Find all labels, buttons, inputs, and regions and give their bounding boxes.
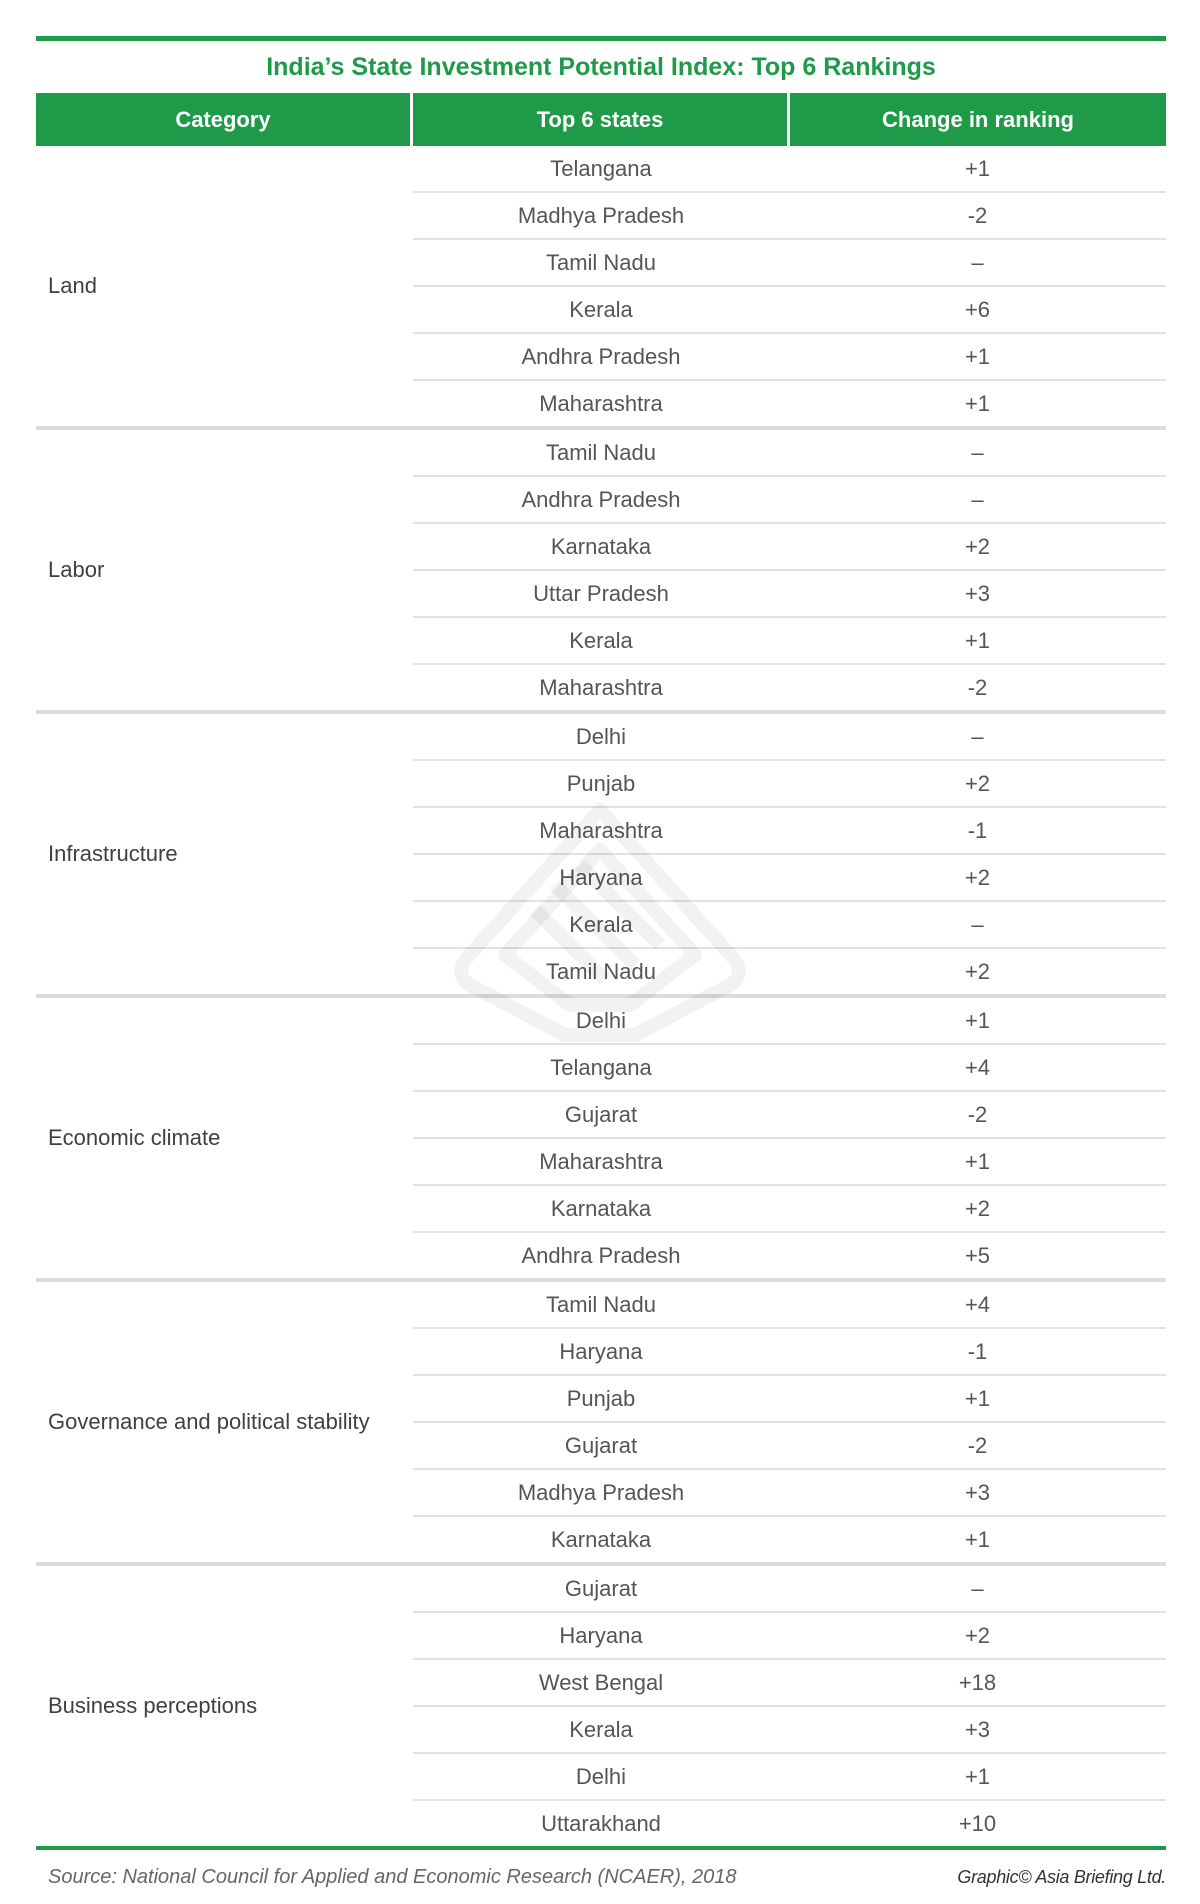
table-body	[36, 146, 1166, 1846]
ranking-change: +1	[964, 343, 991, 369]
state-name: Telangana	[550, 1054, 652, 1080]
state-name: Kerala	[569, 911, 633, 937]
table-row	[413, 663, 1166, 710]
state-name: Kerala	[569, 1716, 633, 1742]
category-group	[36, 1278, 1166, 1562]
state-name: Haryana	[559, 1338, 643, 1364]
table-row	[413, 1231, 1166, 1278]
state-name: Karnataka	[550, 533, 652, 559]
ranking-change: +3	[964, 580, 991, 606]
ranking-change: +1	[964, 155, 991, 181]
table-row	[413, 1566, 1166, 1611]
graphic-credit: Graphic© Asia Briefing Ltd.	[957, 1866, 1166, 1887]
category-label: Land	[48, 273, 97, 298]
state-name: Gujarat	[564, 1432, 638, 1458]
table-row	[413, 1799, 1166, 1846]
state-name: Kerala	[569, 627, 633, 653]
state-name: West Bengal	[538, 1669, 664, 1695]
table-row	[413, 1374, 1166, 1421]
state-name: Gujarat	[564, 1575, 638, 1601]
table-row	[413, 332, 1166, 379]
state-name: Delhi	[575, 1763, 627, 1789]
state-name: Madhya Pradesh	[517, 1479, 685, 1505]
table-row	[413, 1043, 1166, 1090]
category-label: Economic climate	[48, 1125, 221, 1150]
header-change-in-ranking: Change in ranking	[790, 93, 1166, 146]
ranking-change: -2	[967, 674, 988, 700]
category-group	[36, 146, 1166, 426]
state-name: Karnataka	[550, 1195, 652, 1221]
state-name: Tamil Nadu	[545, 1291, 657, 1317]
table-row	[413, 1752, 1166, 1799]
state-name: Telangana	[550, 155, 652, 181]
table-row	[413, 1137, 1166, 1184]
ranking-change: –	[971, 723, 984, 749]
state-name: Andhra Pradesh	[521, 1242, 681, 1268]
state-rows	[413, 998, 1166, 1278]
table-row	[413, 714, 1166, 759]
category-group	[36, 1562, 1166, 1846]
table-row	[413, 1468, 1166, 1515]
table-row	[413, 475, 1166, 522]
state-name: Delhi	[575, 1007, 627, 1033]
source-note: Source: National Council for Applied and Economic Research (NCAER), 2018	[48, 1865, 737, 1888]
ranking-change: +18	[958, 1669, 997, 1695]
ranking-change: +4	[964, 1054, 991, 1080]
ranking-change: –	[971, 439, 984, 465]
table-title: India’s State Investment Potential Index: Top 6 Rankings	[266, 53, 936, 81]
ranking-change: +1	[964, 1148, 991, 1174]
state-name: Maharashtra	[539, 674, 663, 700]
state-name: Punjab	[566, 1385, 636, 1411]
state-name: Madhya Pradesh	[517, 202, 685, 228]
state-rows	[413, 1566, 1166, 1846]
table-card	[36, 36, 1166, 1904]
table-row	[413, 616, 1166, 663]
ranking-change: +2	[964, 533, 991, 559]
table-row	[413, 191, 1166, 238]
table-row	[413, 569, 1166, 616]
table-row	[413, 759, 1166, 806]
table-row	[413, 285, 1166, 332]
state-name: Maharashtra	[539, 1148, 663, 1174]
state-name: Delhi	[575, 723, 627, 749]
table-row	[413, 998, 1166, 1043]
table-row	[413, 1611, 1166, 1658]
state-rows	[413, 430, 1166, 710]
state-name: Uttar Pradesh	[533, 580, 669, 606]
table-row	[413, 947, 1166, 994]
ranking-change: -1	[967, 1338, 988, 1364]
ranking-change: +2	[964, 770, 991, 796]
ranking-change: +5	[964, 1242, 991, 1268]
table-row	[413, 900, 1166, 947]
category-label: Business perceptions	[48, 1693, 258, 1718]
ranking-change: -1	[967, 817, 988, 843]
ranking-change: +1	[964, 1763, 991, 1789]
state-name: Andhra Pradesh	[521, 343, 681, 369]
ranking-change: +1	[964, 1526, 991, 1552]
ranking-change: +1	[964, 1007, 991, 1033]
table-row	[413, 1658, 1166, 1705]
state-name: Haryana	[559, 1622, 643, 1648]
table-row	[413, 238, 1166, 285]
footer	[36, 1850, 1166, 1904]
table-row	[413, 379, 1166, 426]
category-group	[36, 994, 1166, 1278]
table-row	[413, 1184, 1166, 1231]
state-name: Karnataka	[550, 1526, 652, 1552]
ranking-change: +2	[964, 864, 991, 890]
state-name: Uttarakhand	[541, 1810, 661, 1836]
category-label: Governance and political stability	[48, 1409, 370, 1434]
ranking-change: +1	[964, 1385, 991, 1411]
ranking-change: +2	[964, 1622, 991, 1648]
ranking-change: +2	[964, 1195, 991, 1221]
ranking-change: -2	[967, 1432, 988, 1458]
state-name: Kerala	[569, 296, 633, 322]
table-row	[413, 1282, 1166, 1327]
table-row	[413, 1327, 1166, 1374]
state-name: Gujarat	[564, 1101, 638, 1127]
state-name: Tamil Nadu	[545, 439, 657, 465]
ranking-change: +4	[964, 1291, 991, 1317]
header-top-states: Top 6 states	[413, 93, 787, 146]
category-group	[36, 426, 1166, 710]
table-row	[413, 522, 1166, 569]
ranking-change: +2	[964, 958, 991, 984]
table-row	[413, 853, 1166, 900]
table-row	[413, 430, 1166, 475]
state-rows	[413, 1282, 1166, 1562]
ranking-change: +10	[958, 1810, 997, 1836]
state-rows	[413, 146, 1166, 426]
table-row	[413, 1515, 1166, 1562]
state-rows	[413, 714, 1166, 994]
category-label: Infrastructure	[48, 841, 178, 866]
header-category: Category	[36, 93, 410, 146]
ranking-change: +1	[964, 627, 991, 653]
table-row	[413, 1090, 1166, 1137]
ranking-change: +1	[964, 390, 991, 416]
state-name: Maharashtra	[539, 390, 663, 416]
table-row	[413, 1421, 1166, 1468]
table-row	[413, 806, 1166, 853]
ranking-change: -2	[967, 202, 988, 228]
ranking-change: +3	[964, 1716, 991, 1742]
state-name: Haryana	[559, 864, 643, 890]
ranking-change: –	[971, 249, 984, 275]
ranking-change: –	[971, 911, 984, 937]
ranking-change: –	[971, 486, 984, 512]
state-name: Maharashtra	[539, 817, 663, 843]
ranking-change: –	[971, 1575, 984, 1601]
ranking-change: -2	[967, 1101, 988, 1127]
state-name: Tamil Nadu	[545, 249, 657, 275]
table-header	[36, 93, 1166, 146]
state-name: Tamil Nadu	[545, 958, 657, 984]
state-name: Andhra Pradesh	[521, 486, 681, 512]
table-row	[413, 1705, 1166, 1752]
category-label: Labor	[48, 557, 105, 582]
ranking-change: +6	[964, 296, 991, 322]
ranking-change: +3	[964, 1479, 991, 1505]
state-name: Punjab	[566, 770, 636, 796]
table-row	[413, 146, 1166, 191]
category-group	[36, 710, 1166, 994]
